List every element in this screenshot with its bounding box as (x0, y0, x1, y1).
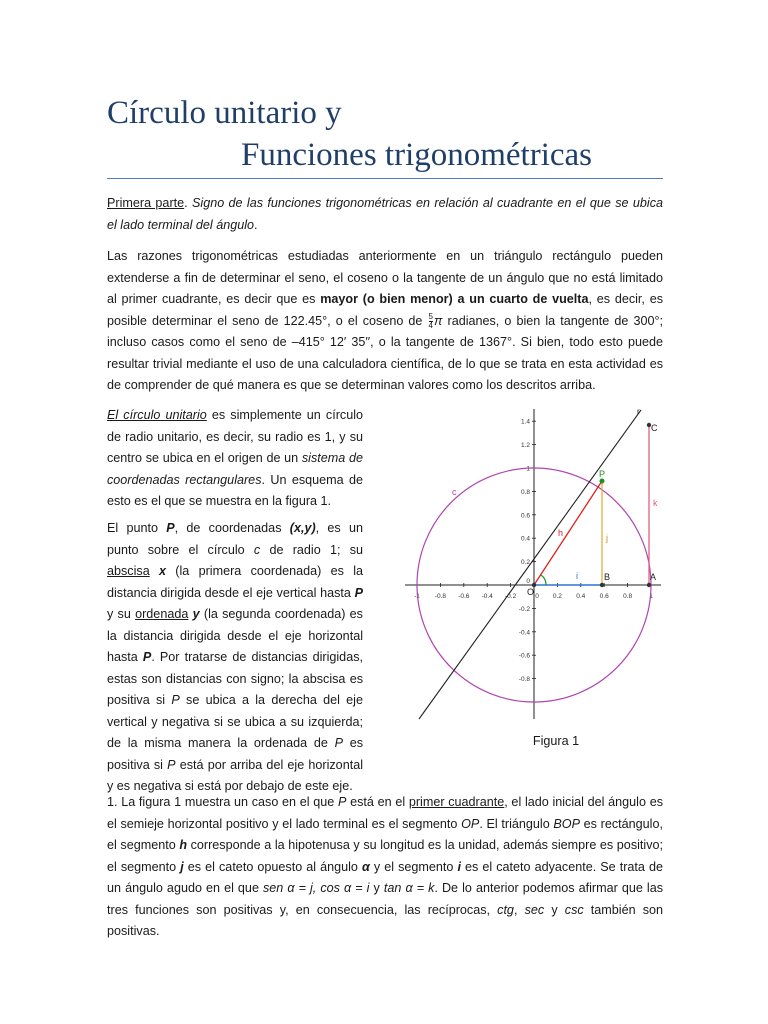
unit-circle-text-1: es simplemente un círculo de radio unitario, es decir, su radio es 1, y su centro se ubica en el origen de un (107, 408, 363, 465)
var-p: P (334, 736, 343, 750)
fraction-five-fourths (429, 313, 433, 330)
point-text-6: y su (107, 607, 136, 621)
point-b (600, 583, 604, 587)
fraction-numerator: 5 (428, 311, 433, 321)
y-tick-label: -0.4 (518, 629, 530, 637)
label-j: j (606, 533, 608, 543)
x-tick-label: 0.4 (576, 593, 586, 600)
label-circle-c: c (452, 487, 457, 497)
item1-text-12: y (544, 902, 565, 917)
item1-text-3: , el lado inicial del ángulo es el semieje horizontal positivo y el lado terminal es el segmento (107, 795, 663, 831)
y-tick-label: 0.4 (520, 535, 530, 543)
equations-sen-cos: sen α = j, cos α = i (263, 881, 370, 895)
x-tick-label: 0.2 (552, 593, 562, 600)
y-tick-label: 1.4 (520, 418, 530, 426)
var-i: i (457, 859, 461, 874)
label-h: h (558, 528, 564, 538)
title-line-2: Funciones trigonométricas (241, 137, 593, 173)
x-tick-label: -1 (414, 593, 420, 600)
item1-text-1: 1. La figura 1 muestra un caso en el que (107, 795, 338, 809)
page-title (107, 92, 592, 176)
x-tick-label: 0.8 (623, 593, 633, 600)
point-p (600, 479, 605, 484)
item1-text-7: es el cateto opuesto al ángulo (183, 859, 362, 874)
part1-heading: Primera parte (107, 196, 185, 210)
x-tick-label: 0.6 (599, 593, 609, 600)
intro-bold-phrase: mayor (o bien menor) a un cuarto de vuelta (320, 292, 589, 306)
item1-text-9: es el cateto adyacente. Se trata de un ángulo agudo en el que (107, 859, 663, 895)
pi-symbol: π (433, 313, 443, 328)
x-tick-label: -0.4 (481, 593, 493, 600)
item1-text-10: y (369, 881, 384, 895)
unit-circle-term: El círculo unitario (107, 408, 207, 422)
point-text-7: (la segunda coordenada) es la distancia dirigida desde el eje horizontal hasta (107, 607, 363, 664)
label-a: A (650, 572, 657, 582)
segment-h (534, 481, 602, 585)
item1-text-11: . De lo anterior podemos afirmar que las tres funciones son positivas y, en consecuencia, las recíprocas, (107, 881, 663, 917)
point-text-3: , es un punto sobre el círculo (107, 521, 363, 557)
item1-text-2: está en el (346, 795, 409, 809)
item1-separator: , (513, 902, 525, 917)
term-abscisa: abscisa (107, 564, 150, 578)
intro-text-2: , es decir, es posible determinar el seno de 122.45°, o el coseno de (107, 292, 663, 328)
point-paragraph (107, 518, 363, 798)
var-p: P (354, 585, 363, 600)
var-y: y (192, 607, 200, 621)
point-text-11: está por arriba del eje horizontal y es negativa si está por debajo de este eje. (107, 757, 363, 793)
part1-heading-separator: . (184, 196, 192, 210)
term-primer-cuadrante: primer cuadrante (408, 795, 505, 809)
y-tick-group (519, 419, 536, 683)
var-p: P (337, 795, 347, 809)
terminal-line-r (419, 410, 641, 719)
var-alpha: α (362, 859, 370, 874)
unit-circle-text-2: . Un esquema de esto es el que se muestra en la figura 1. (107, 472, 363, 508)
segment-op: OP (461, 816, 480, 831)
intro-text-3: radianes, o bien la tangente de 300°; incluso casos como el seno de –415° 12′ 35′′, o la tangente de 1367°. Si bien, todo esto puede resultar trivial mediante el uso de una calculadora científica, de lo que se trata en esta actividad es de comprender de qué manera es que se determinan valores como los descritos arriba. (107, 313, 663, 392)
var-p: P (166, 521, 175, 535)
var-p: P (171, 693, 180, 707)
unit-circle-paragraph (107, 405, 363, 513)
x-tick-label: 1 (649, 593, 653, 600)
point-text-5: (la primera coordenada) es la distancia dirigida desde el eje vertical hasta (107, 564, 363, 600)
point-text-8: . Por tratarse de distancias dirigidas, estas son distancias con signo; la abscisa es positiva si (107, 650, 363, 707)
y-tick-label: -0.6 (518, 652, 530, 660)
angle-alpha-arc (541, 575, 546, 585)
var-x: x (159, 564, 167, 578)
coordinate-system-term: sistema de coordenadas rectangulares (107, 451, 363, 487)
y-tick-label: 1.2 (520, 442, 530, 450)
var-p: P (142, 650, 152, 664)
point-text-4: de radio 1; su (260, 542, 363, 557)
part1-subtitle: Signo de las funciones trigonométricas en relación al cuadrante en el que se ubica el lado terminal del ángulo (107, 196, 663, 232)
var-p: P (167, 757, 176, 772)
equation-tan: tan α = k (383, 881, 435, 895)
title-line-1: Círculo unitario y (107, 95, 342, 131)
point-text-10: es positiva si (107, 736, 363, 772)
unit-circle-diagram (403, 405, 665, 722)
item1-text-4: . El triángulo (479, 816, 554, 831)
point-text-2: , de coordenadas (174, 521, 290, 535)
y-tick-label: 1 (526, 465, 530, 473)
y-tick-label: 0 (526, 578, 530, 585)
point-a (647, 583, 651, 587)
label-b: B (604, 572, 611, 582)
var-c: c (253, 542, 261, 557)
item1-text-13: también son positivas. (107, 902, 664, 938)
item-1-paragraph (107, 792, 663, 943)
triangle-bop: BOP (553, 816, 580, 831)
fn-csc: csc (564, 902, 584, 917)
item1-text-6: corresponde a la hipotenusa y su longitud es la unidad, además siempre es positivo; el segmento (107, 838, 664, 874)
y-tick-label: 0.6 (520, 512, 530, 520)
intro-text-1: Las razones trigonométricas estudiadas anteriormente en un triángulo rectángulo pueden extenderse a fin de determinar el seno, el coseno o la tangente de un ángulo que no está limitado al primer cuadrante, es decir que es (107, 249, 663, 306)
fn-ctg: ctg (497, 902, 514, 917)
label-r: r (637, 407, 640, 416)
point-text-9: se ubica a la derecha del eje vertical y negativa si se ubica a su izquierda; de la misma manera la ordenada de (107, 693, 363, 750)
label-p: P (599, 469, 606, 479)
x-tick-label: -0.2 (504, 593, 517, 600)
title-rule (107, 178, 663, 179)
x-tick-label: -0.6 (458, 593, 470, 600)
label-c-point: C (651, 423, 658, 433)
fn-sec: sec (524, 902, 545, 917)
y-tick-label: -0.8 (518, 676, 530, 684)
intro-paragraph (107, 246, 663, 397)
term-ordenada: ordenada (135, 607, 189, 621)
label-k: k (653, 498, 658, 508)
item1-text-5: es rectángulo, el segmento (107, 816, 663, 852)
y-tick-label: 0.2 (520, 559, 530, 567)
figure-1-unit-circle (403, 405, 665, 722)
part1-subtitle-end: . (254, 217, 258, 232)
y-tick-label: 0.8 (520, 488, 530, 496)
coords-xy: (x,y) (289, 521, 316, 535)
figure-caption: Figura 1 (532, 734, 580, 748)
point-text-1: El punto (107, 521, 167, 535)
label-i: i (576, 571, 578, 581)
fraction-denominator: 4 (428, 320, 433, 330)
var-h: h (179, 838, 188, 852)
y-tick-label: -0.2 (518, 605, 530, 613)
x-tick-label: 0 (535, 593, 539, 600)
label-o: O (527, 587, 535, 597)
part1-heading-paragraph (107, 193, 663, 236)
item1-text-8: y el segmento (369, 859, 458, 874)
x-tick-label: -0.8 (434, 593, 447, 600)
var-j: j (180, 859, 184, 874)
